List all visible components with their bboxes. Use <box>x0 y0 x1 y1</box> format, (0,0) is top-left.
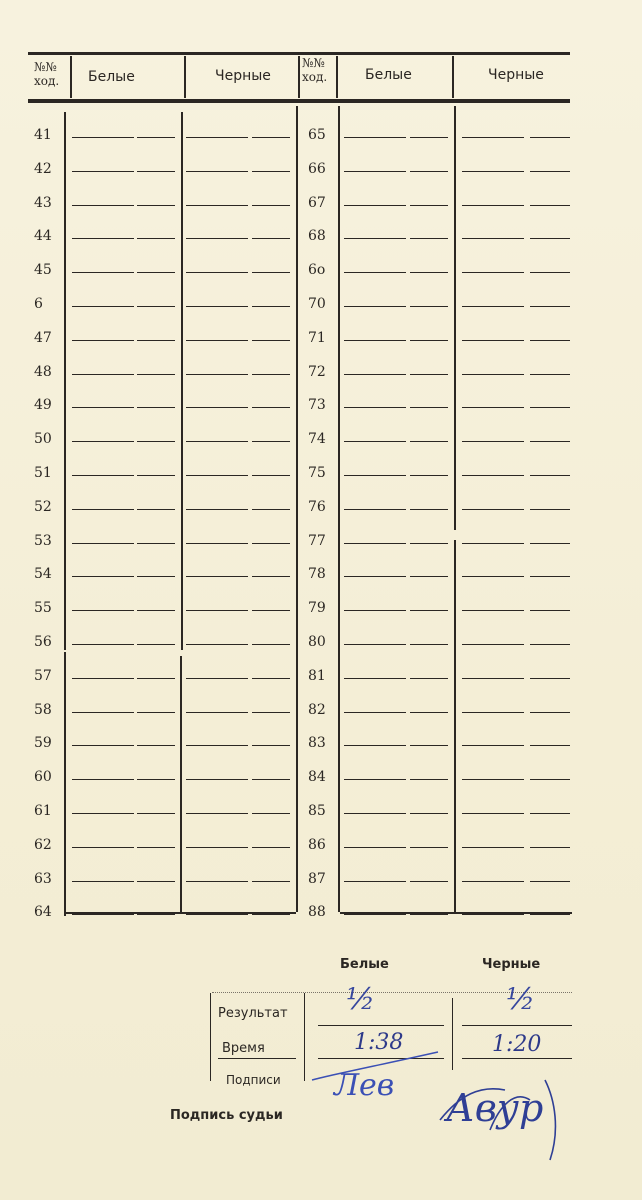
move-number: 73 <box>308 397 326 414</box>
move-number: 62 <box>34 836 52 853</box>
header-move-number-bottom: ход. <box>302 70 328 84</box>
move-number: 77 <box>308 532 326 549</box>
move-number: 51 <box>34 465 52 481</box>
move-number: 88 <box>308 904 326 921</box>
move-number: 64 <box>34 904 52 921</box>
header-black-left: Черные <box>215 68 271 84</box>
move-number: 50 <box>34 431 52 448</box>
result-black-label: Черные <box>482 957 541 972</box>
header-white-right: Белые <box>365 67 412 83</box>
time-label: Время <box>222 1041 265 1056</box>
move-number: 53 <box>34 532 52 549</box>
move-number: 78 <box>308 566 326 583</box>
white-result-handwritten: ½ <box>346 982 376 1017</box>
move-number: 83 <box>308 735 326 752</box>
white-signature: Лев <box>334 1068 395 1103</box>
move-number: 43 <box>34 194 52 211</box>
move-number: 56 <box>34 634 52 650</box>
header-black-right: Черные <box>488 67 544 83</box>
judge-signature-label: Подпись судьи <box>170 1108 283 1123</box>
move-number: 48 <box>34 363 52 380</box>
move-number: 80 <box>308 634 326 650</box>
move-number: 63 <box>34 870 52 887</box>
move-number: 41 <box>34 127 52 143</box>
move-number: 66 <box>308 160 326 177</box>
move-number: 49 <box>34 397 52 414</box>
move-number: 74 <box>308 431 326 448</box>
move-number: 68 <box>308 228 326 245</box>
move-number: 59 <box>34 735 52 752</box>
move-number: 6о <box>308 262 326 279</box>
move-number: 87 <box>308 870 326 887</box>
move-number: 76 <box>308 498 326 515</box>
move-number: 75 <box>308 465 326 481</box>
black-time-handwritten: 1:20 <box>492 1032 542 1057</box>
move-number: 79 <box>308 600 326 617</box>
move-number: 86 <box>308 836 326 853</box>
move-number: 47 <box>34 329 52 346</box>
move-number: 72 <box>308 363 326 380</box>
header-move-number-bottom: ход. <box>34 74 60 88</box>
result-white-label: Белые <box>340 957 389 972</box>
header-move-number-top: №№ <box>302 56 325 70</box>
result-label: Результат <box>218 1006 288 1021</box>
move-number: 55 <box>34 600 52 617</box>
header-white-left: Белые <box>88 69 135 85</box>
move-number: 45 <box>34 262 52 279</box>
black-result-handwritten: ½ <box>506 982 536 1017</box>
white-time-handwritten: 1:38 <box>354 1030 404 1055</box>
move-number: 6 <box>34 296 43 312</box>
move-number: 65 <box>308 127 326 143</box>
move-number: 84 <box>308 769 326 786</box>
move-number: 58 <box>34 701 52 718</box>
header-move-number-top: №№ <box>34 60 57 74</box>
move-number: 60 <box>34 769 52 786</box>
move-number: 61 <box>34 803 52 819</box>
move-number: 52 <box>34 498 52 515</box>
move-number: 71 <box>308 329 326 346</box>
move-number: 81 <box>308 667 326 684</box>
move-number: 54 <box>34 566 52 583</box>
move-number: 82 <box>308 701 326 718</box>
move-number: 67 <box>308 194 326 211</box>
move-number: 57 <box>34 667 52 684</box>
move-number: 70 <box>308 296 326 312</box>
signatures-label: Подписи <box>226 1073 281 1087</box>
move-number: 44 <box>34 228 52 245</box>
move-number: 42 <box>34 160 52 177</box>
move-number: 85 <box>308 803 326 819</box>
black-signature: Авур <box>446 1086 544 1130</box>
